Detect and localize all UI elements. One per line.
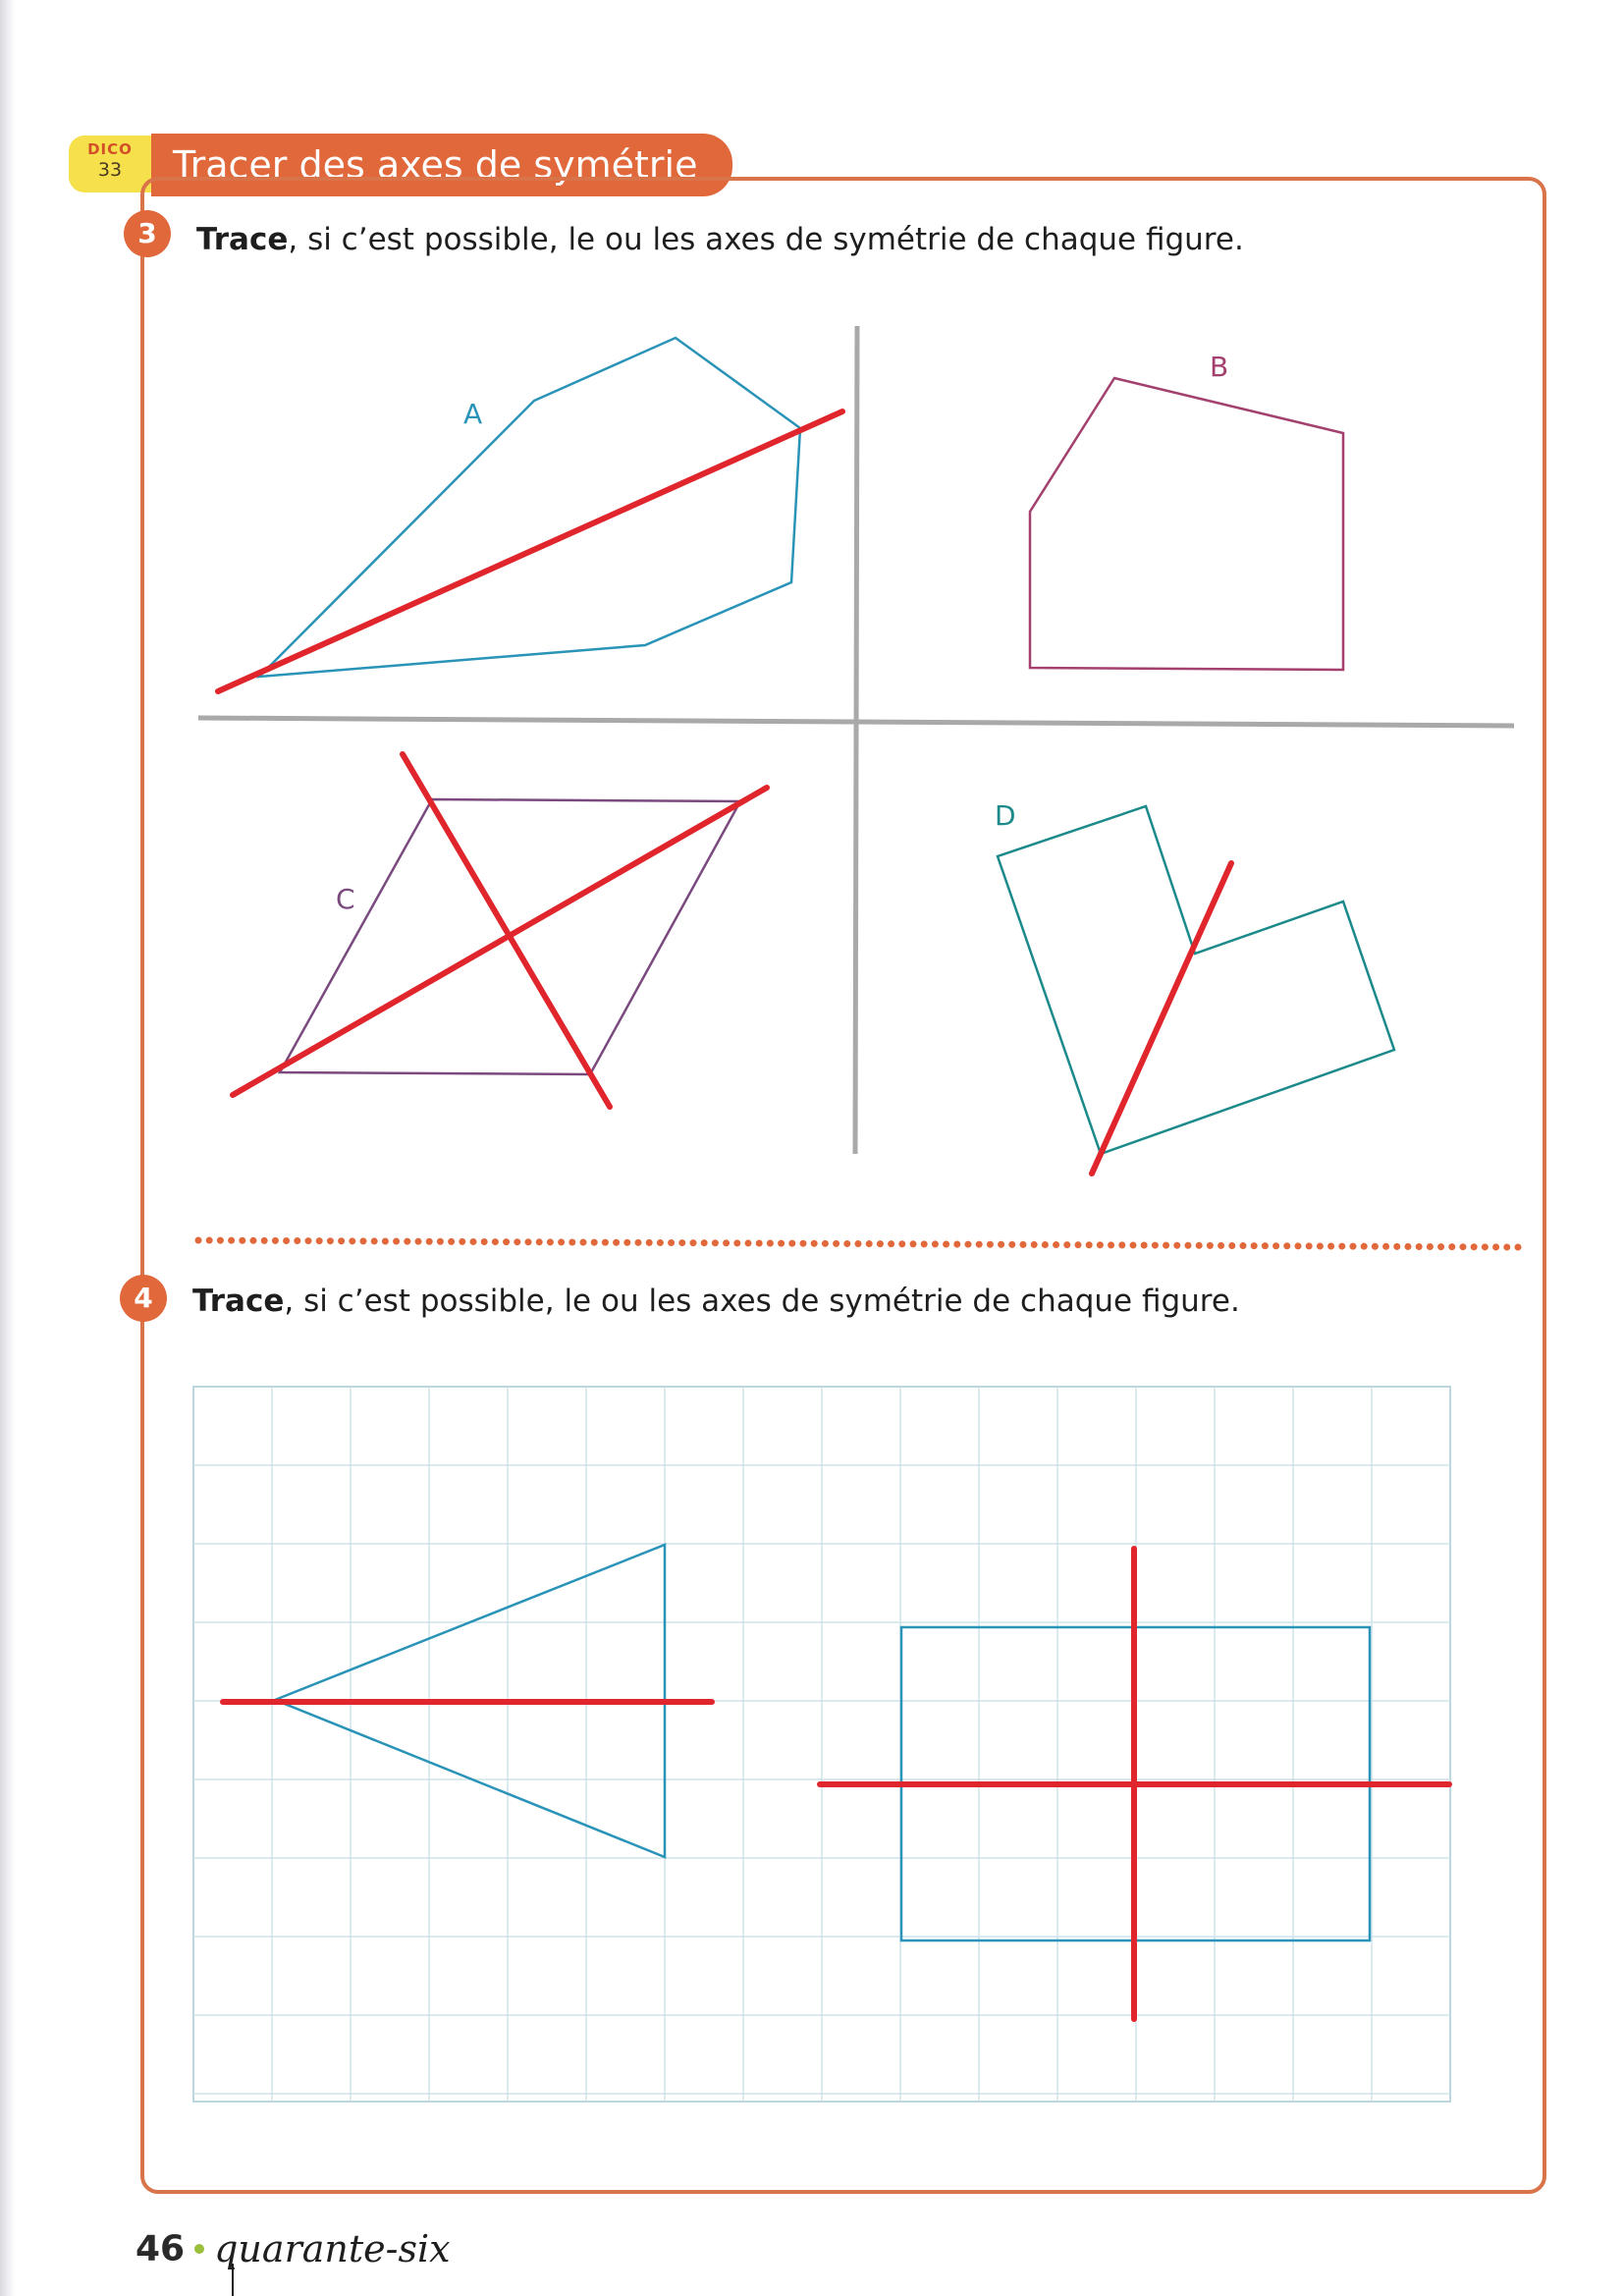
page-title: Tracer des axes de symétrie: [173, 143, 698, 187]
dico-number: 33: [97, 159, 123, 181]
footer-bullet: [194, 2244, 204, 2254]
exercise-3-instruction-text: , si c’est possible, le ou les axes de symétrie de chaque figure.: [288, 222, 1244, 257]
quadrant-dividers: [198, 326, 1514, 1154]
figure-c-axis-1: [403, 754, 610, 1107]
dotted-separator: [198, 1240, 1518, 1247]
page-footer: [135, 2227, 451, 2286]
vertical-divider: [855, 326, 857, 1154]
figure-b-label: B: [1210, 351, 1229, 383]
figure-d-polygon: [998, 806, 1394, 1154]
page-number: 46: [135, 2228, 186, 2269]
exercise-3-badge: 3: [124, 210, 171, 257]
figure-b-polygon: [1030, 378, 1343, 670]
figure-c-label: C: [336, 883, 355, 915]
figure-c-axis-2: [233, 788, 767, 1095]
figure-d-axis: [1092, 863, 1231, 1174]
figure-a-label: A: [463, 398, 483, 430]
exercise-4-badge: 4: [120, 1275, 167, 1322]
page-number-words: quarante-six: [214, 2227, 451, 2270]
figure-a-axis: [218, 411, 842, 691]
exercise-4-instruction-text: , si c’est possible, le ou les axes de symétrie de chaque figure.: [284, 1284, 1240, 1319]
figure-a-polygon: [259, 338, 800, 677]
dico-label: DICO: [87, 140, 133, 158]
figure-d-label: D: [995, 799, 1016, 832]
exercise-3-verb: Trace: [196, 222, 289, 257]
exercise-4-verb: Trace: [192, 1284, 285, 1319]
